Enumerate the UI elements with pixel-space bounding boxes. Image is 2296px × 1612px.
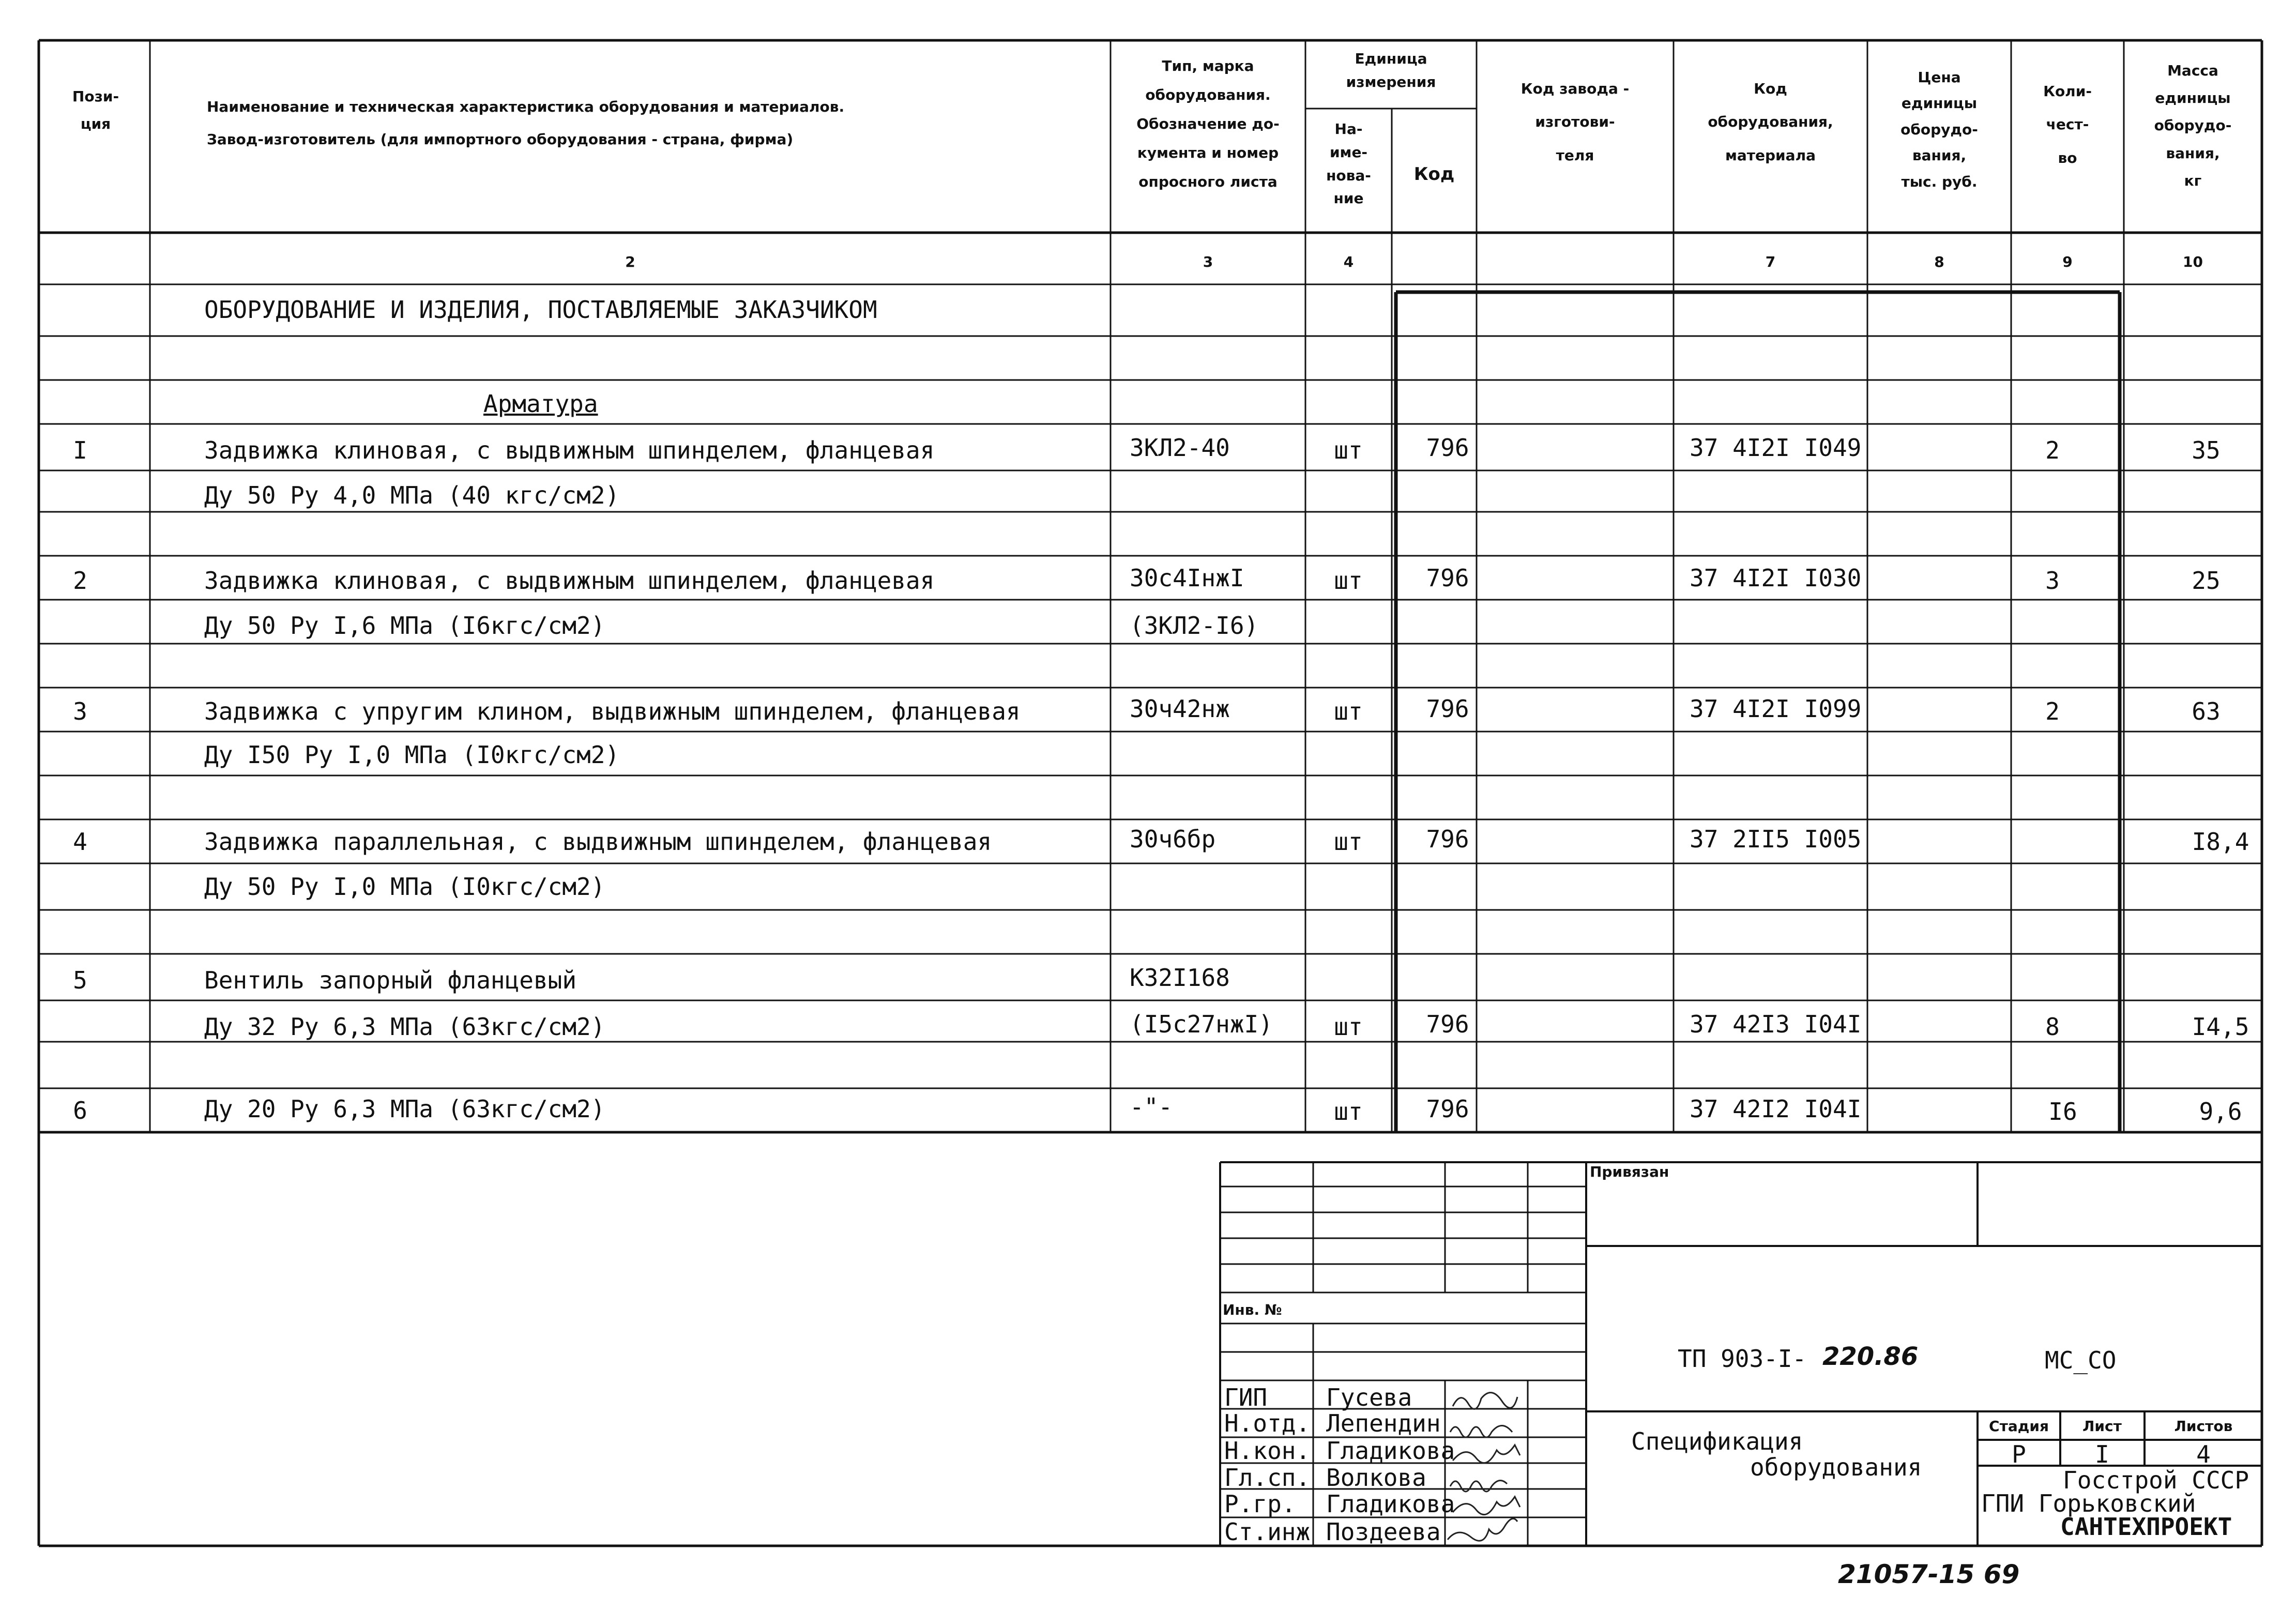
footer-number: 21057-15 69 (1838, 1559, 2020, 1589)
person-name: Поздеева (1326, 1518, 1441, 1546)
row-name-line2: Ду 50 Ру I,0 МПа (I0кгс/см2) (204, 873, 605, 901)
stamp-mark: МС_СО (2045, 1346, 2117, 1374)
colnum-4: 4 (1343, 253, 1354, 270)
row-quantity: 2 (2045, 436, 2060, 464)
row-unit: шт (1334, 567, 1363, 595)
stamp-title-line2: оборудования (1750, 1453, 1922, 1481)
colnum-7: 7 (1765, 253, 1776, 270)
row-type: 30ч6бр (1130, 825, 1216, 853)
header-unit-group: Единица измерения (1346, 50, 1436, 90)
row-mass: 25 (2192, 567, 2221, 595)
stamp-sheets-label: Листов (2174, 1418, 2233, 1435)
row-name: Задвижка параллельная, с выдвижным шпинделем, фланцевая (204, 828, 992, 856)
stamp-sheet-value: I (2095, 1440, 2109, 1468)
role-gip: ГИП (1224, 1383, 1268, 1411)
stamp-stage-value: Р (2012, 1440, 2026, 1468)
colnum-3: 3 (1203, 253, 1213, 270)
row-position: 6 (73, 1097, 87, 1124)
row-unit: шт (1334, 1013, 1363, 1041)
stamp-sheet-label: Лист (2082, 1418, 2122, 1435)
row-mass: 63 (2192, 697, 2221, 725)
row-quantity: 8 (2045, 1013, 2060, 1041)
row-type-line2: (I5с27нжI) (1130, 1010, 1273, 1038)
person-name: Гладикова (1326, 1437, 1455, 1465)
row-name-line2: Ду 50 Ру I,6 МПа (I6кгс/см2) (204, 612, 605, 640)
row-material-code: 37 4I2I I099 (1690, 695, 1862, 723)
row-quantity: 2 (2045, 697, 2060, 725)
stamp-inv-number: Инв. № (1223, 1301, 1282, 1318)
row-unit: шт (1334, 1098, 1363, 1126)
row-unit: шт (1334, 697, 1363, 725)
row-material-code: 37 42I3 I04I (1690, 1010, 1862, 1038)
row-unit-code: 796 (1426, 564, 1469, 592)
stamp-org-line3: САНТЕХПРОЕКТ (2060, 1513, 2232, 1541)
section-title: ОБОРУДОВАНИЕ И ИЗДЕЛИЯ, ПОСТАВЛЯЕМЫЕ ЗАКАЗЧИКОМ (204, 296, 877, 324)
colnum-9: 9 (2062, 253, 2073, 270)
row-type: -"- (1130, 1093, 1173, 1121)
header-plant-code: Код завода - изготови- теля (1520, 80, 1630, 164)
doc-code-suffix: 220.86 (1822, 1342, 1919, 1371)
row-name: Задвижка клиновая, с выдвижным шпинделем, фланцевая (204, 567, 935, 595)
header-position: Пози- ция (72, 88, 119, 133)
row-type: 30с4IнжI (1130, 564, 1244, 592)
row-name-line2: Ду I50 Ру I,0 МПа (I0кгс/см2) (204, 741, 620, 769)
row-position: 5 (73, 966, 87, 994)
stamp-privyazan: Привязан (1590, 1163, 1669, 1180)
row-quantity: I6 (2048, 1098, 2077, 1126)
role-st-inzh: Ст.инж (1224, 1518, 1311, 1546)
row-unit: шт (1334, 436, 1363, 464)
header-material-code: Код оборудования, материала (1708, 80, 1833, 164)
row-type: 30ч42нж (1130, 695, 1230, 723)
row-mass: 9,6 (2199, 1098, 2242, 1126)
row-type-line2: (ЗКЛ2-I6) (1130, 612, 1259, 640)
row-material-code: 37 4I2I I049 (1690, 434, 1862, 462)
colnum-10: 10 (2183, 253, 2203, 270)
person-name: Волкова (1326, 1464, 1426, 1492)
header-mass: Масса единицы оборудо- вания, кг (2154, 62, 2232, 189)
row-name-line2: Ду 32 Ру 6,3 МПа (63кгс/см2) (204, 1013, 605, 1041)
row-material-code: 37 4I2I I030 (1690, 564, 1862, 592)
row-name: Задвижка с упругим клином, выдвижным шпинделем, фланцевая (204, 697, 1021, 725)
stamp-sheets-value: 4 (2196, 1440, 2211, 1468)
row-type: К32I168 (1130, 964, 1230, 992)
row-position: 3 (73, 697, 87, 725)
person-name: Гладикова (1326, 1490, 1455, 1518)
row-name: Задвижка клиновая, с выдвижным шпинделем, фланцевая (204, 436, 935, 464)
person-name: Лепендин (1326, 1409, 1441, 1437)
row-name-line2: Ду 50 Ру 4,0 МПа (40 кгс/см2) (204, 481, 620, 509)
row-unit-code: 796 (1426, 434, 1469, 462)
row-position: I (73, 436, 87, 464)
row-unit-code: 796 (1426, 1010, 1469, 1038)
row-unit-code: 796 (1426, 695, 1469, 723)
role-n-kon: Н.кон. (1224, 1437, 1311, 1465)
person-name: Гусева (1326, 1383, 1412, 1411)
doc-code-prefix: ТП 903-I- (1678, 1345, 1807, 1373)
role-n-otd: Н.отд. (1224, 1409, 1311, 1437)
row-material-code: 37 2II5 I005 (1690, 825, 1862, 853)
row-name: Вентиль запорный фланцевый (204, 966, 577, 994)
role-gl-sp: Гл.сп. (1224, 1464, 1311, 1492)
row-type: ЗКЛ2-40 (1130, 434, 1230, 462)
stamp-org-line1: Госстрой СССР (2063, 1466, 2249, 1494)
stamp-title-line1: Спецификация (1631, 1427, 1803, 1455)
colnum-2: 2 (625, 253, 635, 270)
subsection-title: Арматура (483, 390, 598, 418)
row-mass: I8,4 (2192, 828, 2249, 856)
row-position: 4 (73, 828, 87, 856)
row-position: 2 (73, 567, 87, 595)
role-r-gr: Р.гр. (1224, 1490, 1296, 1518)
header-unit-code: Код (1413, 164, 1455, 185)
row-unit-code: 796 (1426, 1095, 1469, 1123)
row-quantity: 3 (2045, 567, 2060, 595)
row-unit-code: 796 (1426, 825, 1469, 853)
header-name: Наименование и техническая характеристика оборудования и материалов. Завод-изготовитель (для импортного оборудования - страна, фирма) (207, 98, 845, 148)
row-unit: шт (1334, 828, 1363, 856)
stamp-org-line2: ГПИ Горьковский (1981, 1489, 2196, 1517)
row-mass: I4,5 (2192, 1013, 2249, 1041)
row-mass: 35 (2192, 436, 2221, 464)
row-material-code: 37 42I2 I04I (1690, 1095, 1862, 1123)
header-price: Цена единицы оборудо- вания, тыс. руб. (1900, 69, 1978, 190)
row-name: Ду 20 Ру 6,3 МПа (63кгс/см2) (204, 1095, 605, 1123)
colnum-8: 8 (1934, 253, 1944, 270)
stamp-stage-label: Стадия (1989, 1418, 2049, 1435)
header-unit-name: На- име- нова- ние (1326, 120, 1371, 207)
header-type: Тип, марка оборудования. Обозначение до- кумента и номер опросного листа (1136, 57, 1280, 190)
header-quantity: Коли- чест- во (2043, 83, 2092, 166)
